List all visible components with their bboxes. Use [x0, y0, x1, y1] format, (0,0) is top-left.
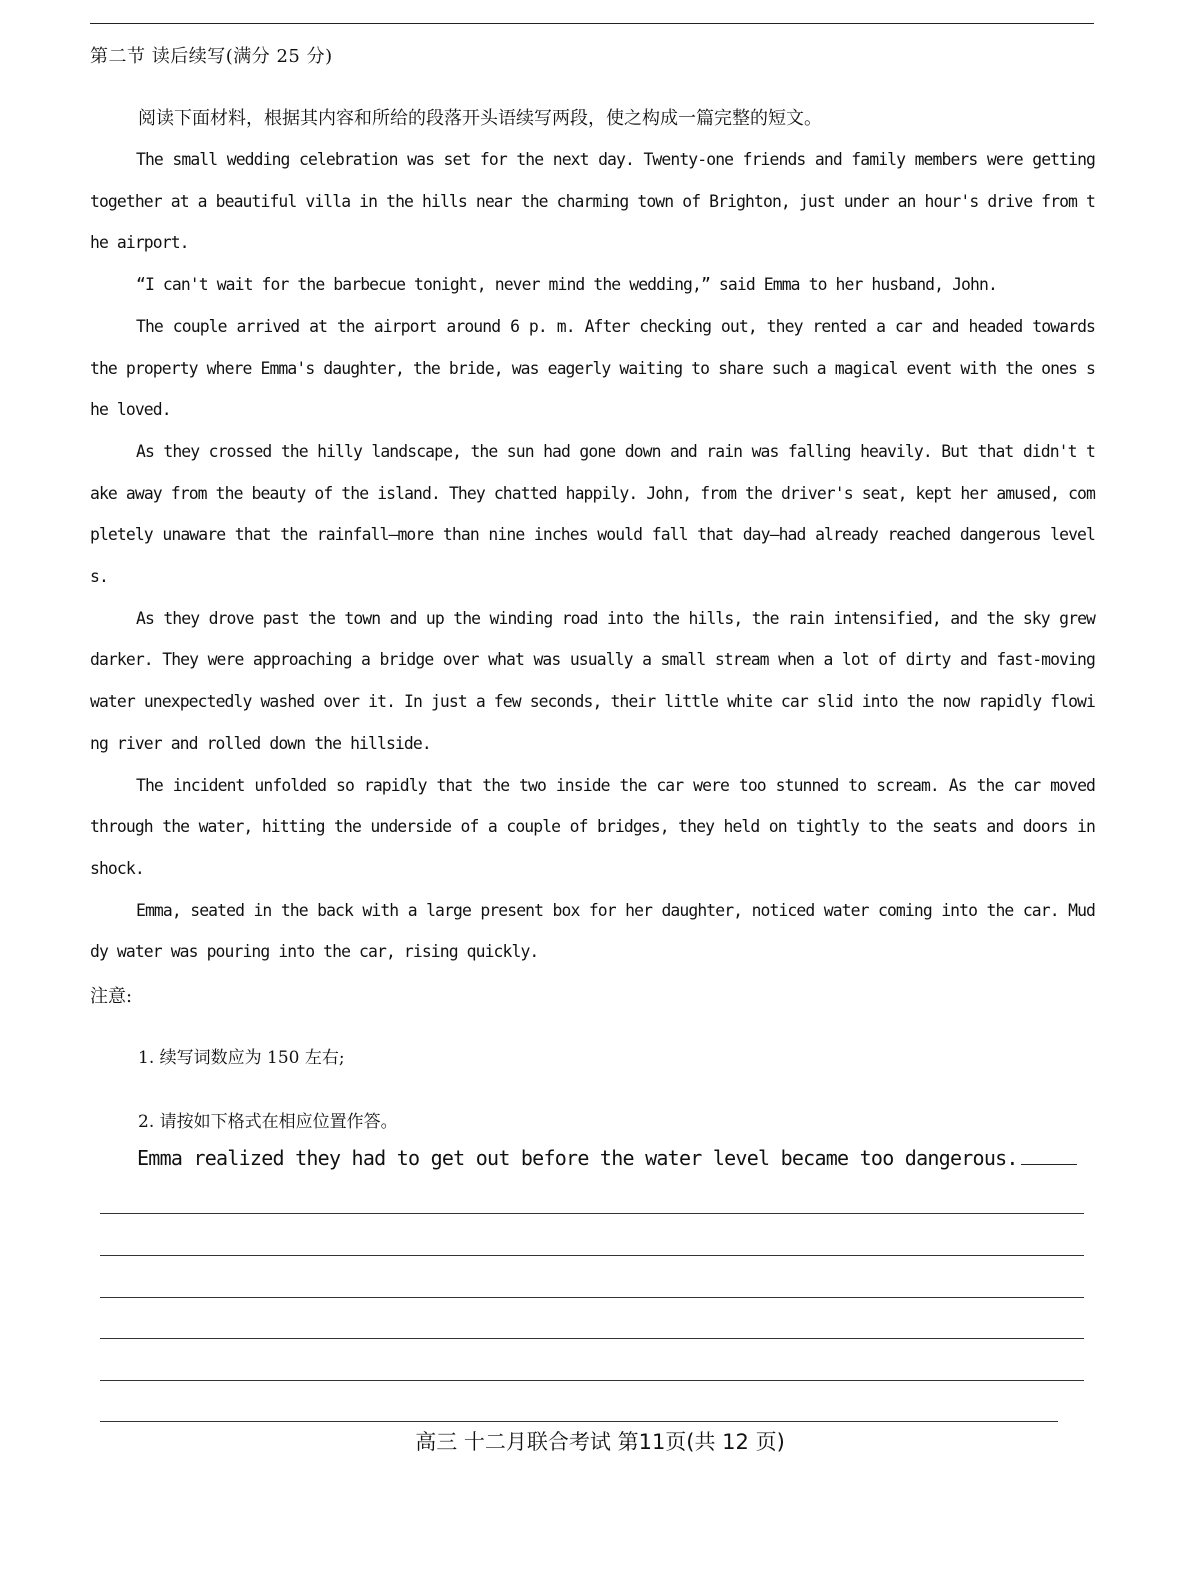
- passage-paragraph-2: “I can't wait for the barbecue tonight, never mind the wedding,” said Emma to her husband, John.: [136, 275, 997, 295]
- passage-paragraph-4: As they crossed the hilly landscape, the sun had gone down and rain was falling heavily. But that didn't take away from the beauty of the island. They chatted happily. John, from the driver's seat, kept her amused, completely unaware that the rainfall—more than nine inches would fall that day—had already reached dangerous levels.: [90, 441, 1095, 587]
- continuation-prompt: [137, 1146, 1077, 1170]
- reading-passage: [90, 139, 1095, 973]
- top-rule: [90, 23, 1094, 24]
- passage-paragraph-7: Emma, seated in the back with a large present box for her daughter, noticed water coming into the car. Muddy water was pouring into the car, rising quickly.: [90, 900, 1095, 962]
- page-footer: 高三 十二月联合考试 第11页(共 12 页): [415, 1430, 785, 1454]
- task-instruction: 阅读下面材料，根据其内容和所给的段落开头语续写两段，使之构成一篇完整的短文。: [138, 108, 822, 129]
- answer-line-6[interactable]: [100, 1421, 1058, 1422]
- answer-line-3[interactable]: [100, 1297, 1084, 1298]
- prompt-blank[interactable]: [1021, 1164, 1077, 1165]
- section-heading: 第二节 读后续写(满分 25 分): [90, 46, 333, 67]
- passage-paragraph-3: The couple arrived at the airport around 6 p. m. After checking out, they rented a car and headed towards the property where Emma's daughter, the bride, was eagerly waiting to share such a magical event with the ones she loved.: [90, 316, 1095, 420]
- passage-paragraph-1: The small wedding celebration was set for the next day. Twenty-one friends and family members were getting together at a beautiful villa in the hills near the charming town of Brighton, just under an hour's drive from the airport.: [90, 150, 1095, 253]
- answer-line-5[interactable]: [100, 1380, 1084, 1381]
- notes-heading: 注意:: [90, 986, 133, 1007]
- answer-line-1[interactable]: [100, 1213, 1084, 1214]
- note-word-count: 1. 续写词数应为 150 左右;: [138, 1048, 345, 1068]
- passage-paragraph-6: The incident unfolded so rapidly that the two inside the car were too stunned to scream. As the car moved through the water, hitting the underside of a couple of bridges, they held on tightly to the seats and doors in shock.: [90, 775, 1095, 878]
- note-answer-format: 2. 请按如下格式在相应位置作答。: [138, 1112, 398, 1132]
- answer-line-2[interactable]: [100, 1255, 1084, 1256]
- passage-paragraph-5: As they drove past the town and up the winding road into the hills, the rain intensified, and the sky grew darker. They were approaching a bridge over what was usually a small stream when a lot of dirty and fast-moving water unexpectedly washed over it. In just a few seconds, their little white car slid into the now rapidly flowing river and rolled down the hillside.: [90, 608, 1095, 753]
- answer-line-4[interactable]: [100, 1338, 1084, 1339]
- prompt-sentence: Emma realized they had to get out before the water level became too dangerous.: [137, 1146, 1018, 1170]
